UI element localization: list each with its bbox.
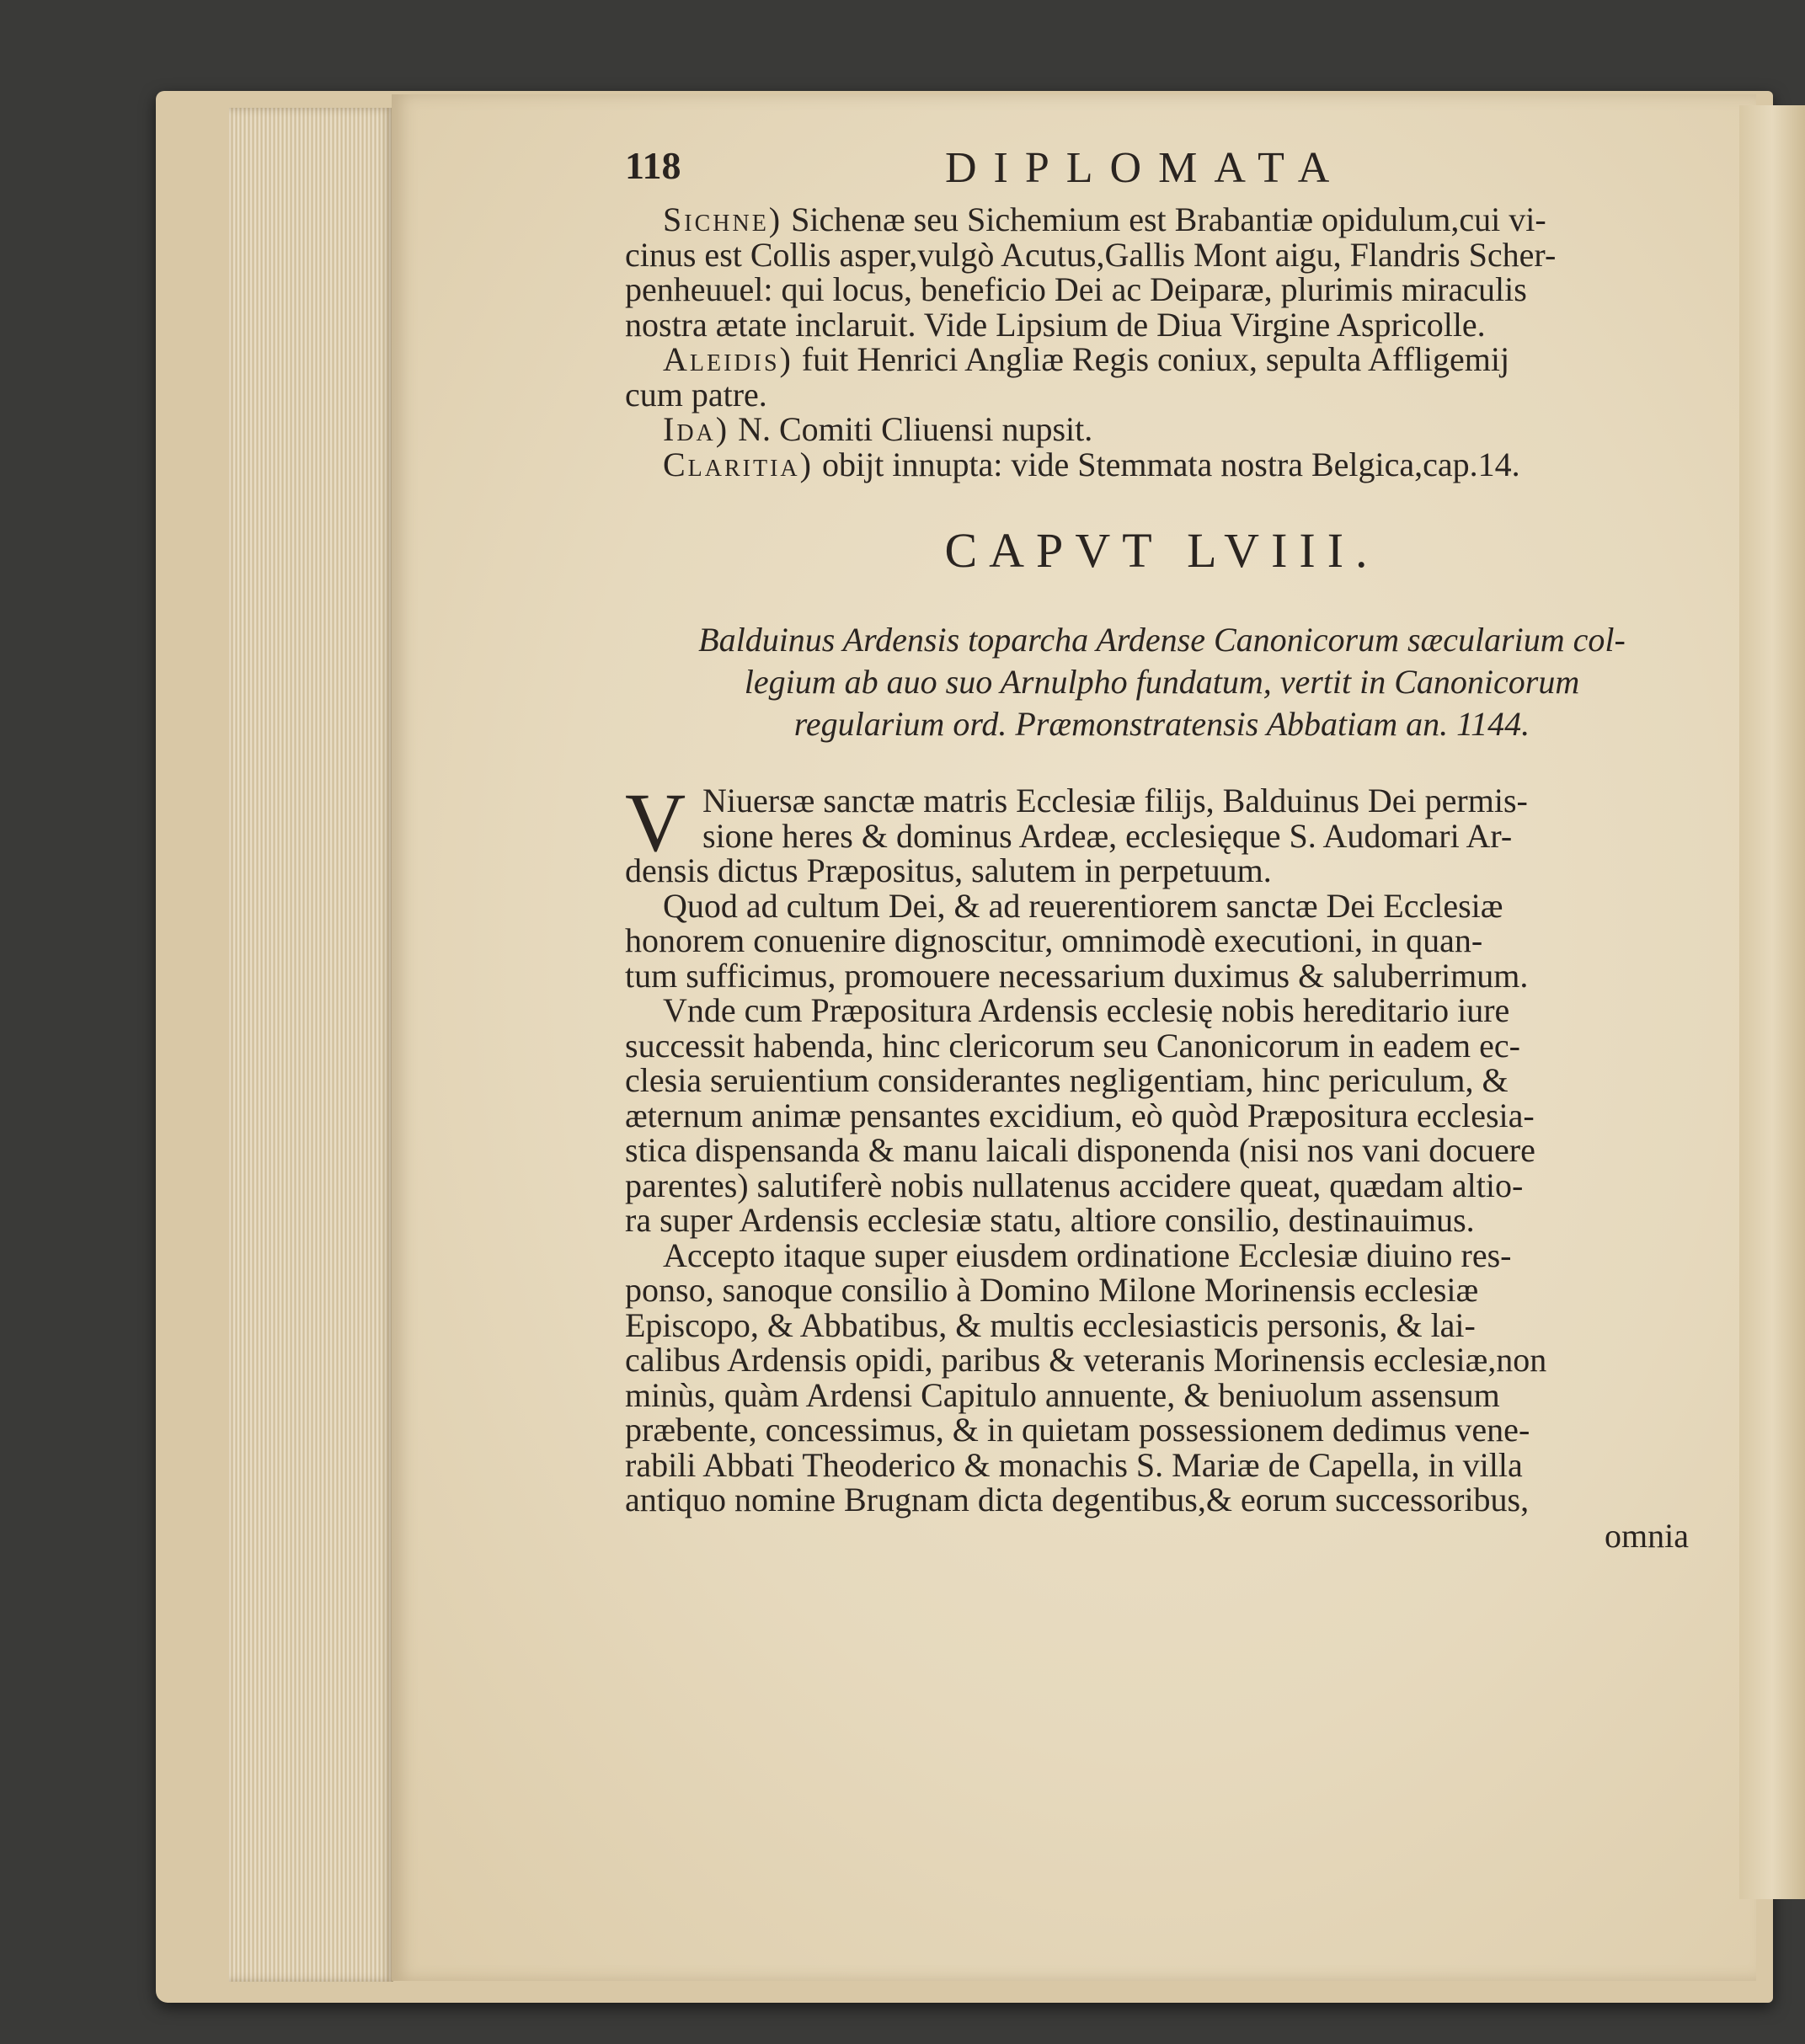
opening-paragraph — [625, 776, 1699, 869]
body-line: æternum animæ pensantes excidium, eò quòd Præpositura ecclesia- — [625, 1096, 1535, 1134]
catchword: omnia — [1605, 1516, 1689, 1555]
chapter-summary — [625, 619, 1699, 745]
body-line: præbente, concessimus, & in quietam possessionem dedimus vene- — [625, 1411, 1530, 1449]
note-term: Claritia) — [663, 445, 814, 483]
body-line: parentes) salutiferè nobis nullatenus accidere queat, quædam altio- — [625, 1166, 1524, 1204]
summary-line: Balduinus Ardensis toparcha Ardense Canonicorum sæcularium col- — [698, 621, 1626, 659]
body-line: stica dispensanda & manu laicali disponenda (nisi nos vani docuere — [625, 1131, 1535, 1169]
body-line: Vnde cum Præpositura Ardensis ecclesię nobis hereditario iure — [663, 991, 1510, 1029]
body-line: ra super Ardensis ecclesiæ statu, altiore consilio, destinauimus. — [625, 1201, 1475, 1239]
facing-page-edge — [1739, 105, 1805, 1899]
note-term: Sichne) — [663, 200, 783, 238]
body-line: Accepto itaque super eiusdem ordinatione Ecclesiæ diuino res- — [663, 1235, 1512, 1274]
summary-line: legium ab auo suo Arnulpho fundatum, vertit in Canonicorum — [744, 663, 1580, 701]
body-line: antiquo nomine Brugnam dicta degentibus,& eorum successoribus, — [625, 1481, 1530, 1518]
body-line: Episcopo, & Abbatibus, & multis ecclesiasticis personis, & lai- — [625, 1305, 1476, 1344]
body-line: sione heres & dominus Ardeæ, ecclesięque S. Audomari Ar- — [702, 816, 1513, 855]
body-line: ponso, sanoque consilio à Domino Milone Morinensis ecclesiæ — [625, 1271, 1479, 1309]
note-text: obijt innupta: vide Stemmata nostra Belgica,cap.14. — [821, 445, 1520, 483]
note-line: cum patre. — [625, 375, 767, 414]
note-line — [625, 447, 1699, 483]
note-line: nostra ætate inclaruit. Vide Lipsium de Diua Virgine Aspricolle. — [625, 305, 1486, 344]
body-line: Niuersæ sanctæ matris Ecclesiæ filijs, Balduinus Dei permis- — [702, 782, 1528, 819]
chapter-title: CAPVT LVIII. — [944, 523, 1380, 578]
body-line: tum sufficimus, promouere necessarium duximus & saluberrimum. — [625, 956, 1529, 995]
page-header — [625, 143, 1699, 202]
note-line: penheuuel: qui locus, beneficio Dei ac Deiparæ, plurimis miraculis — [625, 270, 1527, 308]
note-line — [625, 412, 1699, 447]
note-text: fuit Henrici Angliæ Regis coniux, sepulta Affligemij — [801, 340, 1510, 378]
body-line: minùs, quàm Ardensi Capitulo annuente, & beniuolum assensum — [625, 1375, 1500, 1414]
note-text: Sichenæ seu Sichemium est Brabantiæ opidulum,cui vi- — [791, 200, 1546, 238]
notes-section — [625, 202, 1699, 482]
summary-line: regularium ord. Præmonstratensis Abbatiam an. 1144. — [793, 705, 1530, 743]
note-line: cinus est Collis asper,vulgò Acutus,Gallis Mont aigu, Flandris Scher- — [625, 235, 1557, 274]
running-title: DIPLOMATA — [945, 144, 1347, 192]
body-line: calibus Ardensis opidi, paribus & veteranis Morinensis ecclesiæ,non — [625, 1341, 1547, 1379]
note-term: Ida) — [663, 410, 730, 448]
body-line: densis dictus Præpositus, salutem in perpetuum. — [625, 851, 1272, 889]
body-line: rabili Abbati Theoderico & monachis S. Mariæ de Capella, in villa — [625, 1445, 1523, 1484]
note-line — [625, 202, 1699, 237]
note-term: Aleidis) — [663, 340, 793, 378]
page-number: 118 — [625, 144, 681, 187]
body-line: honorem conuenire dignoscitur, omnimodè executioni, in quan- — [625, 921, 1483, 959]
drop-cap: V — [625, 776, 686, 869]
page-text — [625, 143, 1699, 1555]
note-text: N. Comiti Cliuensi nupsit. — [738, 410, 1093, 448]
body-line: successit habenda, hinc clericorum seu Canonicorum in eadem ec- — [625, 1026, 1520, 1065]
body-line: clesia seruientium considerantes negligentiam, hinc periculum, & — [625, 1061, 1509, 1099]
body-line: Quod ad cultum Dei, & ad reuerentiorem sanctæ Dei Ecclesiæ — [663, 886, 1503, 925]
page-block-edges — [229, 108, 393, 1982]
note-line — [625, 342, 1699, 377]
